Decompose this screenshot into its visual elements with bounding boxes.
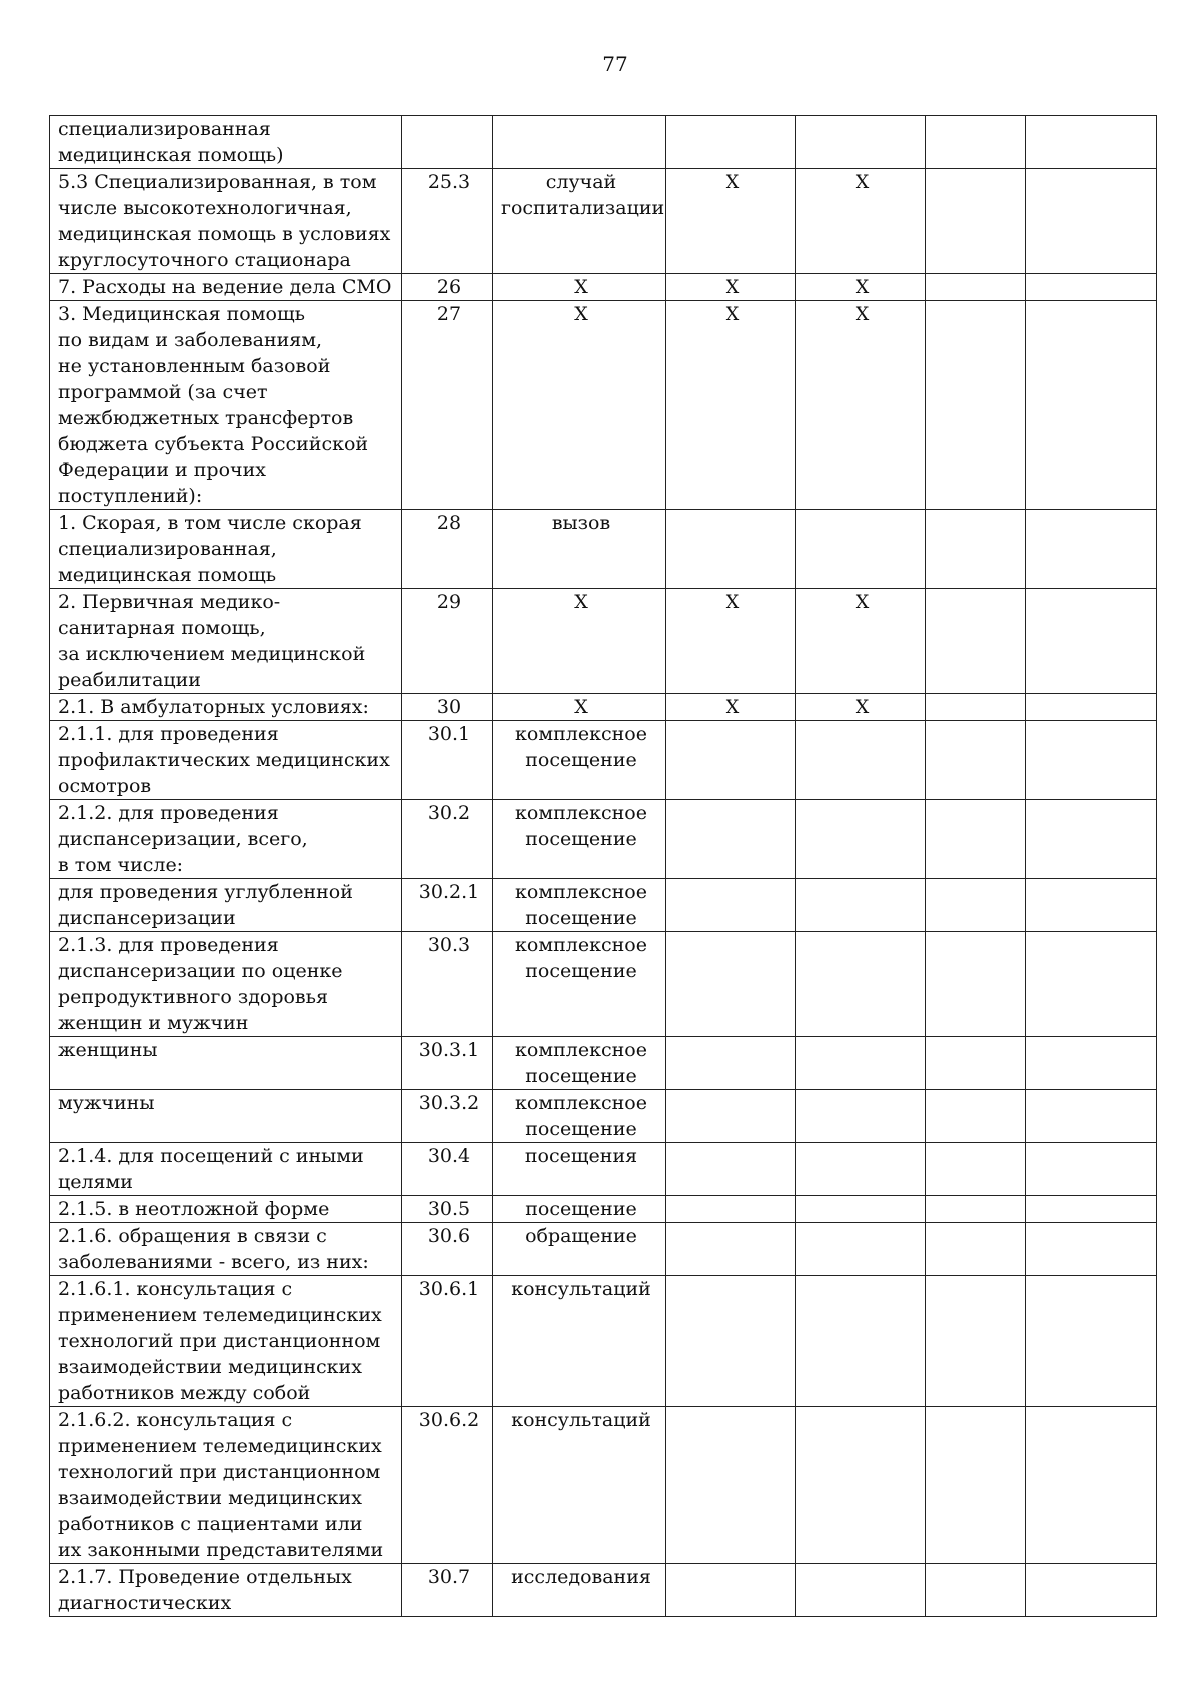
row-unit-cell: Х xyxy=(493,274,666,301)
row-name-cell: 3. Медицинская помощь по видам и заболеваниям, не установленным базовой программой (за счет межбюджетных трансфертов бюджета субъекта Российской Федерации и прочих поступлений): xyxy=(50,301,402,510)
row-value-cell xyxy=(796,1276,926,1407)
row-number-cell: 30.3.1 xyxy=(402,1037,493,1090)
row-empty-cell xyxy=(926,510,1026,589)
row-empty-cell xyxy=(1026,721,1157,800)
row-value-cell xyxy=(796,510,926,589)
row-empty-cell xyxy=(926,800,1026,879)
row-value-cell xyxy=(796,116,926,169)
row-number-cell: 26 xyxy=(402,274,493,301)
row-unit-cell: консультаций xyxy=(493,1407,666,1564)
row-unit-cell: исследования xyxy=(493,1564,666,1617)
row-empty-cell xyxy=(1026,800,1157,879)
row-value-cell xyxy=(666,800,796,879)
row-empty-cell xyxy=(926,1037,1026,1090)
table-row xyxy=(50,800,1157,879)
row-name-cell: женщины xyxy=(50,1037,402,1090)
row-empty-cell xyxy=(926,1196,1026,1223)
row-unit-cell: комплексное посещение xyxy=(493,1090,666,1143)
row-empty-cell xyxy=(926,169,1026,274)
row-value-cell xyxy=(796,721,926,800)
row-value-cell xyxy=(796,932,926,1037)
row-unit-cell: посещение xyxy=(493,1196,666,1223)
row-value-cell xyxy=(796,800,926,879)
row-empty-cell xyxy=(926,694,1026,721)
row-number-cell: 28 xyxy=(402,510,493,589)
row-value-cell xyxy=(666,1037,796,1090)
row-value-cell xyxy=(666,1407,796,1564)
row-empty-cell xyxy=(926,879,1026,932)
row-value-cell xyxy=(666,932,796,1037)
row-empty-cell xyxy=(1026,116,1157,169)
row-number-cell: 30.2 xyxy=(402,800,493,879)
row-unit-cell: комплексное посещение xyxy=(493,721,666,800)
row-empty-cell xyxy=(926,1407,1026,1564)
row-empty-cell xyxy=(1026,1037,1157,1090)
table-row xyxy=(50,169,1157,274)
row-empty-cell xyxy=(1026,879,1157,932)
row-name-cell: 2.1.4. для посещений с иными целями xyxy=(50,1143,402,1196)
table-row xyxy=(50,510,1157,589)
row-unit-cell: Х xyxy=(493,301,666,510)
row-number-cell: 30.3.2 xyxy=(402,1090,493,1143)
row-value-cell: Х xyxy=(666,301,796,510)
data-table xyxy=(49,115,1157,1617)
row-name-cell: 2. Первичная медико- санитарная помощь, за исключением медицинской реабилитации xyxy=(50,589,402,694)
row-empty-cell xyxy=(1026,1143,1157,1196)
row-empty-cell xyxy=(1026,510,1157,589)
row-value-cell xyxy=(666,116,796,169)
row-empty-cell xyxy=(1026,1276,1157,1407)
row-empty-cell xyxy=(926,274,1026,301)
row-name-cell: 5.3 Специализированная, в том числе высокотехнологичная, медицинская помощь в условиях круглосуточного стационара xyxy=(50,169,402,274)
row-empty-cell xyxy=(926,1090,1026,1143)
row-name-cell: мужчины xyxy=(50,1090,402,1143)
row-name-cell: специализированная медицинская помощь) xyxy=(50,116,402,169)
row-number-cell: 30.3 xyxy=(402,932,493,1037)
row-empty-cell xyxy=(926,116,1026,169)
row-empty-cell xyxy=(1026,1090,1157,1143)
row-empty-cell xyxy=(926,301,1026,510)
row-unit-cell: комплексное посещение xyxy=(493,932,666,1037)
row-empty-cell xyxy=(926,1143,1026,1196)
table-row xyxy=(50,721,1157,800)
row-value-cell: Х xyxy=(796,274,926,301)
row-empty-cell xyxy=(926,1276,1026,1407)
row-number-cell: 30.4 xyxy=(402,1143,493,1196)
row-value-cell xyxy=(666,1223,796,1276)
row-empty-cell xyxy=(926,1223,1026,1276)
row-value-cell xyxy=(796,1223,926,1276)
row-value-cell xyxy=(666,1143,796,1196)
table-row xyxy=(50,1276,1157,1407)
row-name-cell: 2.1.2. для проведения диспансеризации, всего, в том числе: xyxy=(50,800,402,879)
row-number-cell: 30.6.1 xyxy=(402,1276,493,1407)
row-number-cell: 30.5 xyxy=(402,1196,493,1223)
row-name-cell: 2.1.5. в неотложной форме xyxy=(50,1196,402,1223)
table-row xyxy=(50,1223,1157,1276)
row-value-cell xyxy=(796,1564,926,1617)
page-number: 77 xyxy=(602,52,628,76)
row-empty-cell xyxy=(1026,589,1157,694)
table-row xyxy=(50,694,1157,721)
row-unit-cell: Х xyxy=(493,694,666,721)
row-empty-cell xyxy=(1026,301,1157,510)
row-value-cell: Х xyxy=(796,589,926,694)
row-name-cell: 2.1.3. для проведения диспансеризации по оценке репродуктивного здоровья женщин и мужчин xyxy=(50,932,402,1037)
row-number-cell: 30.2.1 xyxy=(402,879,493,932)
row-name-cell: 2.1.6.1. консультация с применением телемедицинских технологий при дистанционном взаимодействии медицинских работников между собой xyxy=(50,1276,402,1407)
table-row xyxy=(50,589,1157,694)
row-empty-cell xyxy=(1026,1564,1157,1617)
row-name-cell: 2.1.7. Проведение отдельных диагностических xyxy=(50,1564,402,1617)
row-empty-cell xyxy=(1026,274,1157,301)
row-value-cell: Х xyxy=(796,301,926,510)
table-row xyxy=(50,1564,1157,1617)
row-empty-cell xyxy=(1026,932,1157,1037)
row-value-cell: Х xyxy=(666,169,796,274)
table-row xyxy=(50,301,1157,510)
table-row xyxy=(50,274,1157,301)
row-number-cell: 30.1 xyxy=(402,721,493,800)
row-empty-cell xyxy=(1026,1223,1157,1276)
row-number-cell: 30.7 xyxy=(402,1564,493,1617)
table-row xyxy=(50,1407,1157,1564)
row-unit-cell: консультаций xyxy=(493,1276,666,1407)
table-row xyxy=(50,1090,1157,1143)
row-value-cell xyxy=(796,1407,926,1564)
row-value-cell: Х xyxy=(666,589,796,694)
row-number-cell xyxy=(402,116,493,169)
row-number-cell: 25.3 xyxy=(402,169,493,274)
row-unit-cell: комплексное посещение xyxy=(493,879,666,932)
table-row xyxy=(50,1143,1157,1196)
row-value-cell xyxy=(666,1564,796,1617)
row-value-cell xyxy=(666,1276,796,1407)
row-value-cell xyxy=(796,1196,926,1223)
row-unit-cell: случай госпитализации xyxy=(493,169,666,274)
row-empty-cell xyxy=(926,721,1026,800)
row-value-cell: Х xyxy=(796,169,926,274)
row-empty-cell xyxy=(1026,169,1157,274)
row-name-cell: 2.1.1. для проведения профилактических медицинских осмотров xyxy=(50,721,402,800)
row-empty-cell xyxy=(1026,1407,1157,1564)
row-value-cell xyxy=(796,1090,926,1143)
row-empty-cell xyxy=(926,1564,1026,1617)
table-row xyxy=(50,1196,1157,1223)
row-unit-cell: посещения xyxy=(493,1143,666,1196)
row-value-cell xyxy=(666,1090,796,1143)
row-unit-cell: Х xyxy=(493,589,666,694)
row-name-cell: 7. Расходы на ведение дела СМО xyxy=(50,274,402,301)
row-name-cell: 2.1. В амбулаторных условиях: xyxy=(50,694,402,721)
row-value-cell: Х xyxy=(666,274,796,301)
row-value-cell xyxy=(666,510,796,589)
row-number-cell: 30.6 xyxy=(402,1223,493,1276)
table-row xyxy=(50,116,1157,169)
row-unit-cell xyxy=(493,116,666,169)
row-name-cell: 2.1.6.2. консультация с применением телемедицинских технологий при дистанционном взаимодействии медицинских работников с пациентами или их законными представителями xyxy=(50,1407,402,1564)
row-empty-cell xyxy=(1026,694,1157,721)
row-empty-cell xyxy=(926,932,1026,1037)
row-name-cell: 2.1.6. обращения в связи с заболеваниями - всего, из них: xyxy=(50,1223,402,1276)
row-empty-cell xyxy=(926,589,1026,694)
row-value-cell xyxy=(796,879,926,932)
row-value-cell: Х xyxy=(796,694,926,721)
row-unit-cell: вызов xyxy=(493,510,666,589)
row-name-cell: 1. Скорая, в том числе скорая специализированная, медицинская помощь xyxy=(50,510,402,589)
table-row xyxy=(50,1037,1157,1090)
row-number-cell: 29 xyxy=(402,589,493,694)
row-number-cell: 27 xyxy=(402,301,493,510)
row-unit-cell: комплексное посещение xyxy=(493,1037,666,1090)
row-value-cell xyxy=(666,721,796,800)
row-value-cell xyxy=(796,1037,926,1090)
row-unit-cell: комплексное посещение xyxy=(493,800,666,879)
row-number-cell: 30 xyxy=(402,694,493,721)
row-value-cell xyxy=(796,1143,926,1196)
row-value-cell xyxy=(666,1196,796,1223)
table-row xyxy=(50,932,1157,1037)
row-number-cell: 30.6.2 xyxy=(402,1407,493,1564)
row-empty-cell xyxy=(1026,1196,1157,1223)
table-row xyxy=(50,879,1157,932)
row-unit-cell: обращение xyxy=(493,1223,666,1276)
row-name-cell: для проведения углубленной диспансеризации xyxy=(50,879,402,932)
row-value-cell xyxy=(666,879,796,932)
row-value-cell: Х xyxy=(666,694,796,721)
